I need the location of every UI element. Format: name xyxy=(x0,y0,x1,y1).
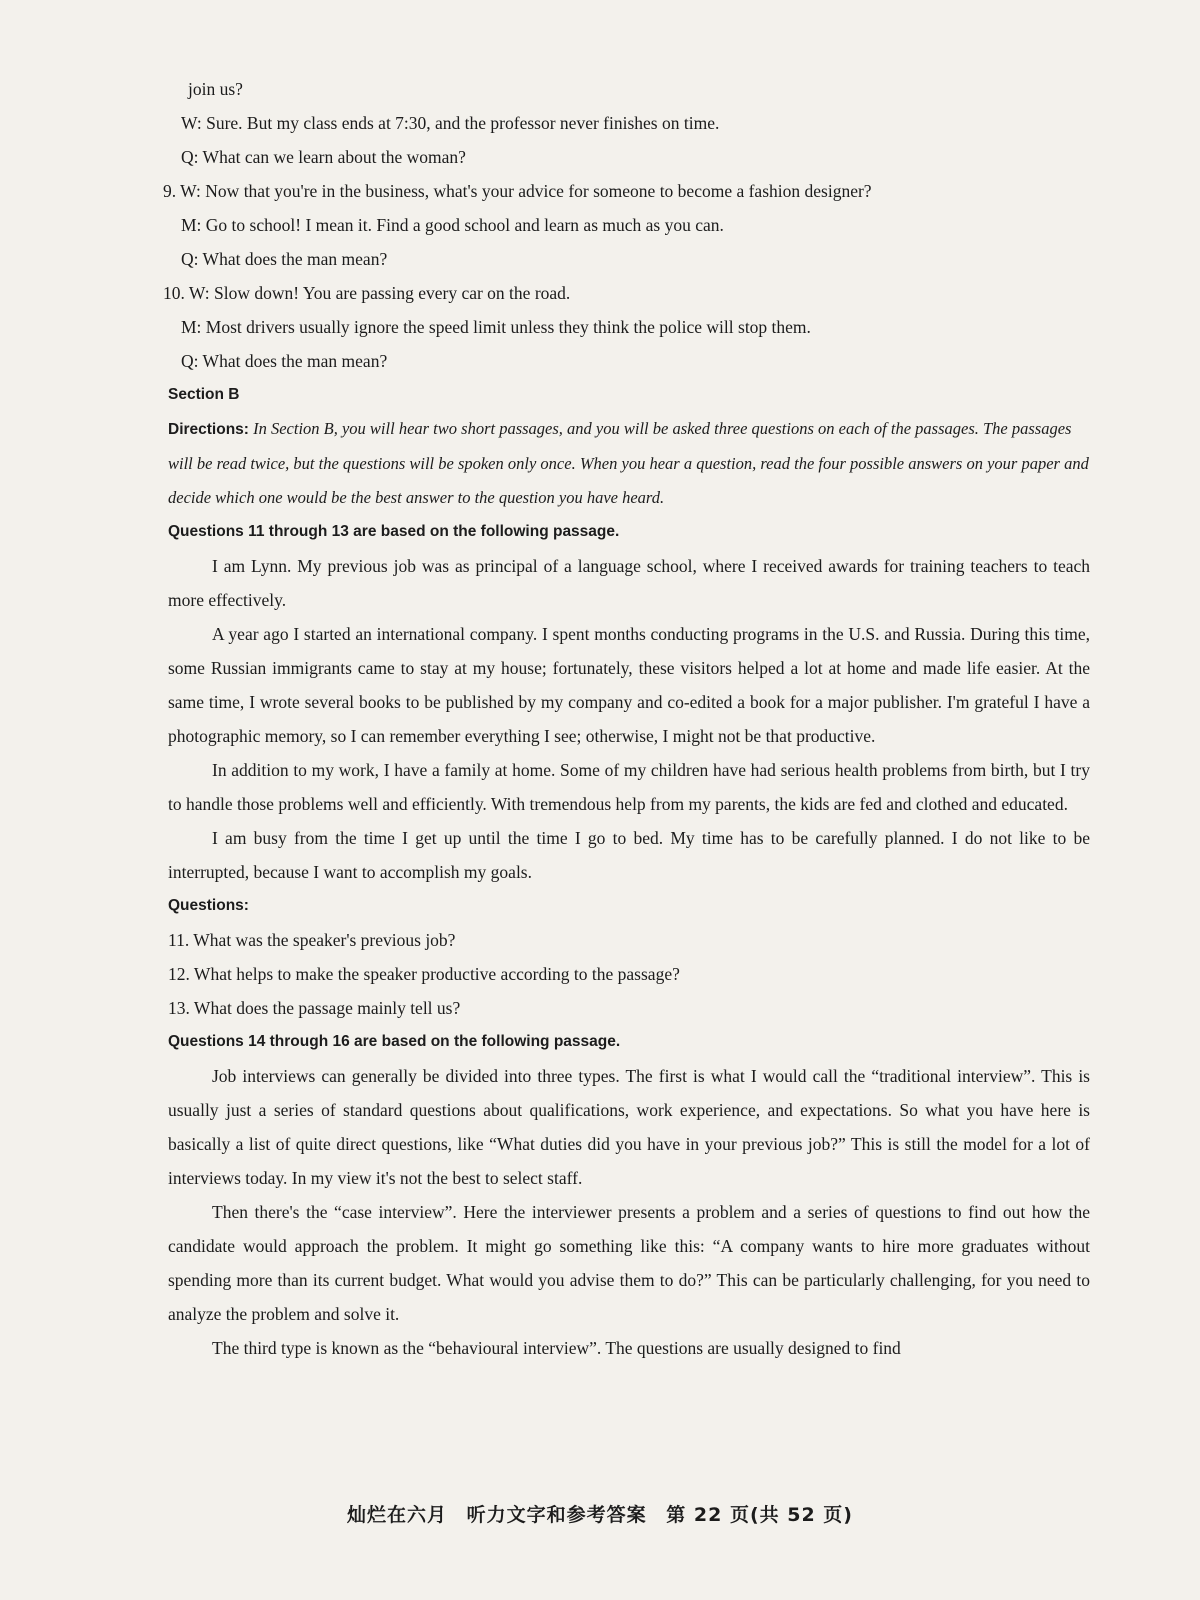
passage-paragraph: I am Lynn. My previous job was as principal of a language school, where I received awards for training teachers to teach more effectively. xyxy=(168,556,1090,610)
dialogue-line: 9. W: Now that you're in the business, what's your advice for someone to become a fashion designer? xyxy=(163,181,872,201)
directions-text: In Section B, you will hear two short passages, and you will be asked three questions on each of the passages. The passages will be read twice, but the questions will be spoken only once. When you hear a question, read the four possible answers on your paper and decide which one would be the best answer to the question you have heard. xyxy=(168,419,1089,507)
dialogue-line: Q: What does the man mean? xyxy=(181,351,388,371)
passage-heading: Questions 14 through 16 are based on the following passage. xyxy=(168,1033,621,1050)
footer-subject: 听力文字和参考答案 xyxy=(466,1504,647,1526)
dialogue-line: M: Most drivers usually ignore the speed limit unless they think the police will stop them. xyxy=(181,317,811,337)
footer-book-title: 灿烂在六月 xyxy=(347,1504,448,1526)
footer-page-number: 第 22 页(共 52 页) xyxy=(666,1504,853,1526)
passage-paragraph: In addition to my work, I have a family at home. Some of my children have had serious health problems from birth, but I try to handle those problems well and efficiently. With tremendous help from my parents, the kids are fed and clothed and educated. xyxy=(168,760,1090,814)
question-item: 13. What does the passage mainly tell us? xyxy=(168,998,461,1018)
passage-paragraph: Job interviews can generally be divided into three types. The first is what I would call the “traditional interview”. This is usually just a series of standard questions about qualifications, work experience, and expectations. So what you have here is basically a list of quite direct questions, like “What duties did you have in your previous job?” This is still the model for a lot of interviews today. In my view it's not the best to select staff. xyxy=(168,1066,1090,1188)
question-item: 12. What helps to make the speaker productive according to the passage? xyxy=(168,964,680,984)
dialogue-line: W: Sure. But my class ends at 7:30, and the professor never finishes on time. xyxy=(181,113,720,133)
passage-paragraph: A year ago I started an international company. I spent months conducting programs in the U.S. and Russia. During this time, some Russian immigrants came to stay at my house; fortunately, these visitors helped a lot at home and made life easier. At the same time, I wrote several books to be published by my company and co-edited a book for a major publisher. I'm grateful I have a photographic memory, so I can remember everything I see; otherwise, I might not be that productive. xyxy=(168,624,1090,746)
passage-paragraph: I am busy from the time I get up until the time I go to bed. My time has to be carefully planned. I do not like to be interrupted, because I want to accomplish my goals. xyxy=(168,828,1090,882)
question-item: 11. What was the speaker's previous job? xyxy=(168,930,456,950)
section-directions xyxy=(168,412,1090,515)
dialogue-line: Q: What does the man mean? xyxy=(181,249,388,269)
section-heading: Section B xyxy=(168,386,240,403)
page-footer xyxy=(0,1500,1200,1527)
directions-label: Directions: xyxy=(168,421,249,438)
passage-heading: Questions 11 through 13 are based on the following passage. xyxy=(168,523,620,540)
dialogue-line: Q: What can we learn about the woman? xyxy=(181,147,466,167)
passage-paragraph: Then there's the “case interview”. Here the interviewer presents a problem and a series of questions to find out how the candidate would approach the problem. It might go something like this: “A company wants to hire more graduates without spending more than its current budget. What would you advise them to do?” This can be particularly challenging, for you need to analyze the problem and solve it. xyxy=(168,1202,1090,1324)
dialogue-line: join us? xyxy=(188,79,243,99)
page-body xyxy=(163,72,1090,1365)
dialogue-line: 10. W: Slow down! You are passing every car on the road. xyxy=(163,283,571,303)
questions-label: Questions: xyxy=(168,897,249,914)
passage-paragraph: The third type is known as the “behavioural interview”. The questions are usually designed to find xyxy=(212,1338,901,1358)
dialogue-line: M: Go to school! I mean it. Find a good school and learn as much as you can. xyxy=(181,215,724,235)
